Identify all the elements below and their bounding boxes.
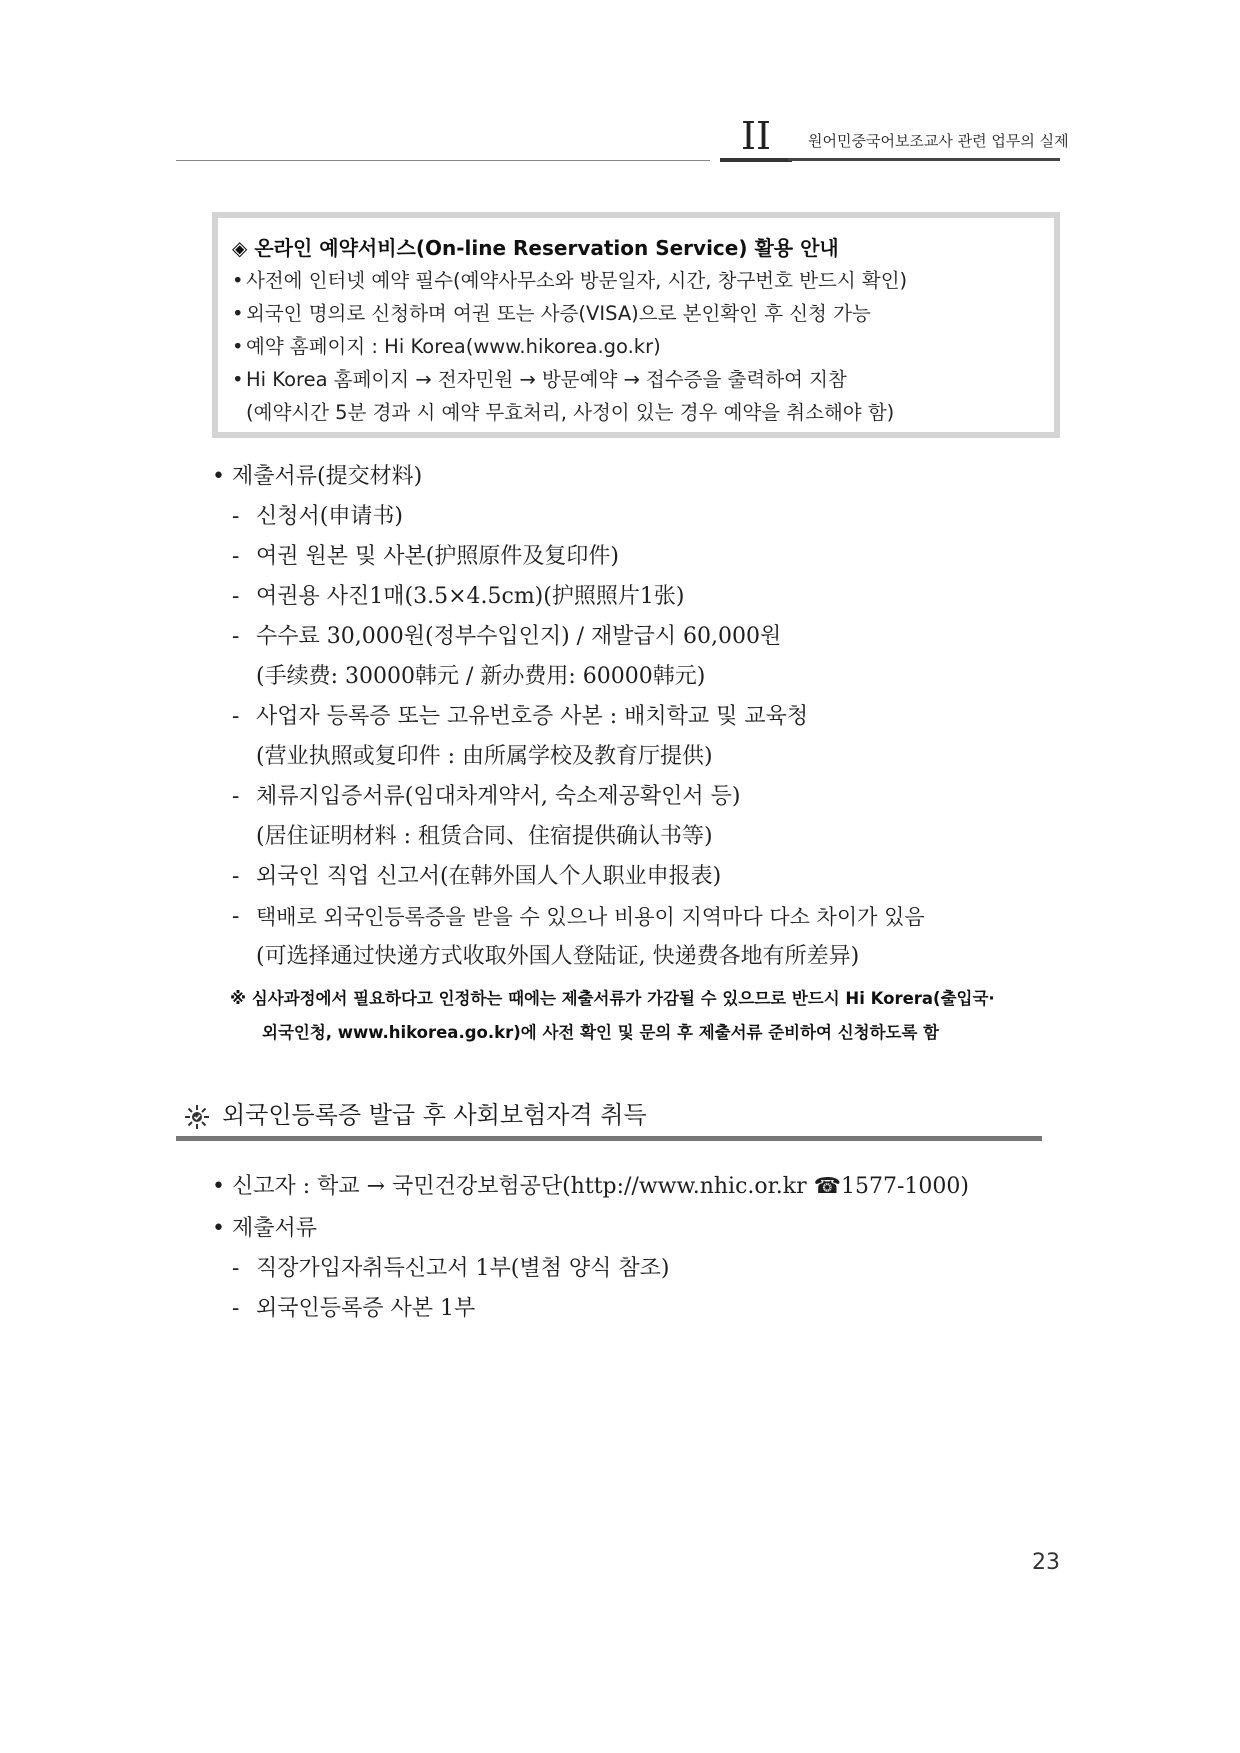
notice-remark-line2: 외국인청, www.hikorea.go.kr)에 사전 확인 및 문의 후 제출서류 준비하여 신청하도록 함 — [262, 1023, 940, 1042]
list-item-text: 택배로 외국인등록증을 받을 수 있으나 비용이 지역마다 다소 차이가 있음 — [256, 905, 925, 929]
section-rule — [176, 1136, 1042, 1141]
dash-marker: - — [232, 504, 240, 529]
dash-marker: - — [232, 624, 240, 649]
section-title: 외국인등록증 발급 후 사회보험자격 취득 — [222, 1101, 647, 1129]
chapter-underline — [720, 158, 792, 162]
notice-item — [232, 363, 1044, 396]
dash-marker: - — [232, 864, 240, 889]
header-rule-left — [176, 160, 710, 161]
bullet-dot: • — [212, 1216, 225, 1241]
dash-marker: - — [232, 904, 240, 929]
header-rule-right — [788, 158, 1060, 161]
reservation-notice-box — [212, 212, 1060, 438]
list-item-text: 사업자 등록증 또는 고유번호증 사본 : 배치학교 및 교육청 — [256, 704, 809, 729]
notice-content — [232, 232, 1044, 429]
dash-marker: - — [232, 704, 240, 729]
dash-marker: - — [232, 1296, 240, 1321]
list-item-text: (手续费: 30000韩元 / 新办费用: 60000韩元) — [256, 664, 706, 689]
list-item-text: 직장가입자취득신고서 1부(별첨 양식 참조) — [256, 1256, 670, 1281]
bullet-dot: • — [232, 335, 244, 358]
list-item-text: (营业执照或复印件 : 由所属学校及教育厅提供) — [256, 744, 713, 769]
list-item-text: 체류지입증서류(임대차계약서, 숙소제공확인서 등) — [256, 784, 741, 809]
dash-marker: - — [232, 584, 240, 609]
dash-marker: - — [232, 784, 240, 809]
running-header-title: 원어민중국어보조교사 관련 업무의 실제 — [808, 132, 1069, 150]
notice-item-text: 예약 홈페이지 : Hi Korea(www.hikorea.go.kr) — [246, 335, 661, 358]
list-item-text: (居住证明材料 : 租赁合同、住宿提供确认书等) — [256, 824, 713, 849]
notice-item — [232, 264, 1044, 297]
notice-remark-line1: ※ 심사과정에서 필요하다고 인정하는 때에는 제출서류가 가감될 수 있으므로 반드시 Hi Korera(출입국· — [230, 989, 995, 1008]
dash-marker: - — [232, 1256, 240, 1281]
sun-icon — [184, 1104, 210, 1130]
bullet-dot: • — [212, 464, 225, 489]
notice-item-text: 사전에 인터넷 예약 필수(예약사무소와 방문일자, 시간, 창구번호 반드시 확인) — [246, 269, 908, 292]
page-number: 23 — [1032, 1550, 1060, 1575]
list-item-text: 여권 원본 및 사본(护照原件及复印件) — [256, 544, 619, 569]
list-item-text: 신청서(申请书) — [256, 504, 403, 529]
documents-heading: 제출서류(提交材料) — [232, 464, 423, 489]
notice-item-text: Hi Korea 홈페이지 → 전자민원 → 방문예약 → 접수증을 출력하여 지참 — [246, 368, 847, 391]
list-item-text: 수수료 30,000원(정부수입인지) / 재발급시 60,000원 — [256, 624, 782, 649]
list-item-text: 여권용 사진1매(3.5×4.5cm)(护照照片1张) — [256, 584, 685, 609]
bullet-dot: • — [232, 302, 244, 325]
dash-marker: - — [232, 544, 240, 569]
bullet-dot: • — [232, 269, 244, 292]
reporter-text: 신고자 : 학교 → 국민건강보험공단(http://www.nhic.or.kr ☎1577-1000) — [232, 1174, 969, 1199]
notice-item — [232, 297, 1044, 330]
documents-heading: 제출서류 — [232, 1216, 318, 1241]
bullet-dot: • — [212, 1174, 225, 1199]
list-item-text: 외국인 직업 신고서(在韩外国人个人职业申报表) — [256, 864, 722, 889]
notice-item — [232, 330, 1044, 363]
bullet-dot: • — [232, 368, 244, 391]
notice-item-continuation: (예약시간 5분 경과 시 예약 무효처리, 사정이 있는 경우 예약을 취소해야 함) — [246, 401, 895, 424]
chapter-number: II — [740, 114, 772, 158]
notice-title: ◈ 온라인 예약서비스(On-line Reservation Service) 활용 안내 — [232, 236, 839, 260]
notice-item-text: 외국인 명의로 신청하며 여권 또는 사증(VISA)으로 본인확인 후 신청 가능 — [246, 302, 871, 325]
list-item-text: 외국인등록증 사본 1부 — [256, 1296, 476, 1321]
list-item-text: (可选择通过快递方式收取外国人登陆证, 快递费各地有所差异) — [256, 944, 860, 969]
